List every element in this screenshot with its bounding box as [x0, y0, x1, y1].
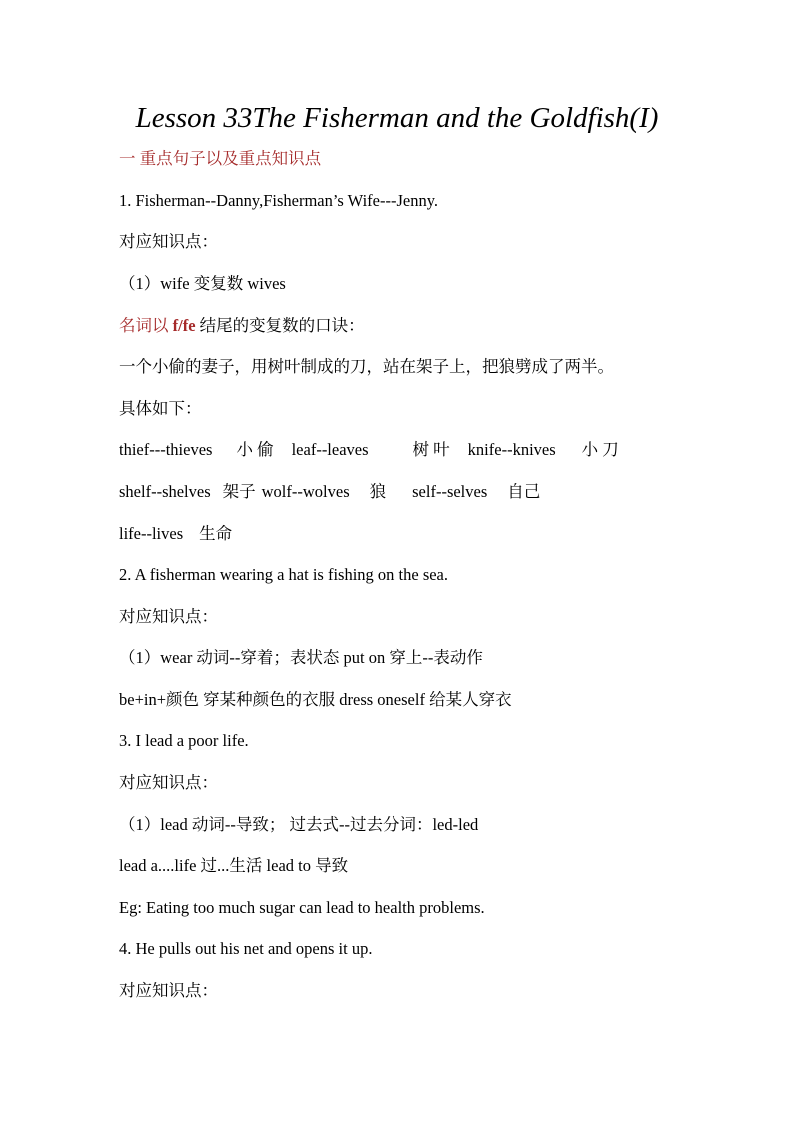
knowledge-label-4: 对应知识点：: [119, 981, 218, 1000]
knowledge-label-3: 对应知识点：: [119, 773, 218, 792]
point-2-1: （1）wear 动词--穿着；表状态 put on 穿上--表动作: [119, 648, 483, 667]
mnemonic-sentence: 一个小偷的妻子，用树叶制成的刀，站在架子上，把狼劈成了两半。: [119, 357, 614, 376]
word-thief-cn: 小 偷: [236, 440, 274, 459]
word-knife: knife--knives: [467, 440, 556, 459]
word-self: self--selves: [412, 482, 488, 501]
word-leaf-cn: 树 叶: [412, 440, 450, 459]
word-leaf: leaf--leaves: [291, 440, 369, 459]
point-3-2: lead a....life 过...生活 lead to 导致: [119, 856, 349, 875]
word-self-cn: 自己: [507, 482, 541, 501]
sentence-4: 4. He pulls out his net and opens it up.: [119, 939, 373, 958]
word-thief: thief---thieves: [119, 440, 213, 459]
plural-rule-text-a: 名词以: [119, 316, 173, 335]
sentence-2: 2. A fisherman wearing a hat is fishing on the sea.: [119, 565, 449, 584]
plural-rule-suffix: f/fe: [172, 316, 196, 335]
word-wolf: wolf--wolves: [261, 482, 350, 501]
knowledge-label-1: 对应知识点：: [119, 232, 218, 251]
point-1-1: （1）wife 变复数 wives: [119, 274, 286, 293]
word-life: life--lives: [119, 524, 184, 543]
section-heading: 一 重点句子以及重点知识点: [119, 149, 322, 168]
word-life-cn: 生命: [199, 524, 233, 543]
point-3-1: （1）lead 动词--导致； 过去式--过去分词：led-led: [119, 815, 479, 834]
details-intro: 具体如下：: [119, 399, 202, 418]
word-shelf: shelf--shelves: [119, 482, 211, 501]
word-row-1: [119, 438, 619, 462]
word-row-3: [119, 522, 232, 546]
word-shelf-cn: 架子: [222, 482, 256, 501]
example-3: Eg: Eating too much sugar can lead to health problems.: [119, 898, 485, 917]
plural-rule-text-c: 结尾的变复数的口诀：: [195, 316, 365, 335]
sentence-3: 3. I lead a poor life.: [119, 731, 249, 750]
sentence-1: 1. Fisherman--Danny,Fisherman’s Wife---Jenny.: [119, 191, 439, 210]
word-knife-cn: 小 刀: [581, 440, 619, 459]
knowledge-label-2: 对应知识点：: [119, 607, 218, 626]
plural-rule-heading: [119, 314, 365, 338]
word-wolf-cn: 狼: [369, 482, 387, 501]
point-2-2: be+in+颜色 穿某种颜色的衣服 dress oneself 给某人穿衣: [119, 690, 512, 709]
word-row-2: [119, 480, 540, 504]
page-title: Lesson 33The Fisherman and the Goldfish(I): [135, 102, 659, 134]
